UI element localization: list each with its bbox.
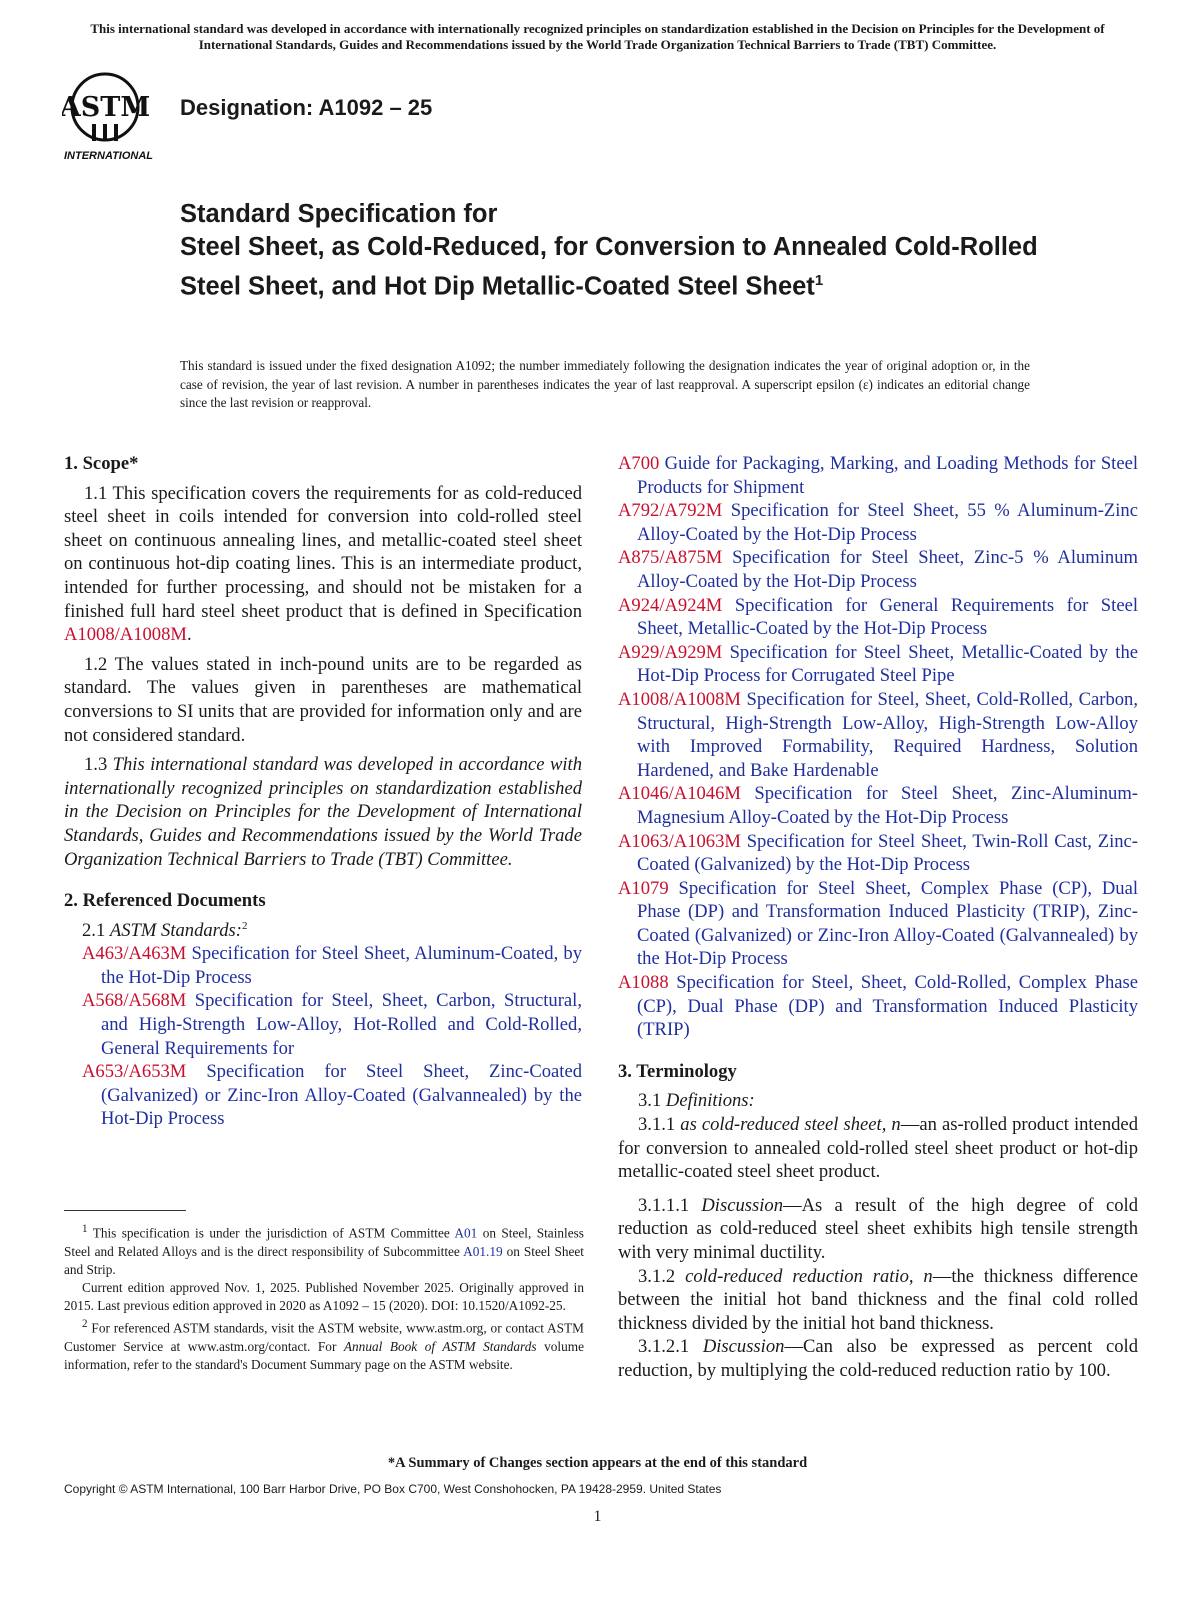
header-notice: This international standard was developed in accordance with internationally recognized principles on standardization established in the Decision on Principles for the Development of International Standards, Guides and Recommendations issued by the World Trade Organization Technical Barriers to Trade (TBT) Committee.	[90, 21, 1105, 52]
term-3-1-1-1-num: 3.1.1.1	[638, 1194, 702, 1216]
ref-item	[618, 782, 1138, 829]
refdocs-sub-num: 2.1	[82, 919, 110, 941]
footnote-2-italic: Annual Book of ASTM Standards	[343, 1339, 537, 1355]
footnote-divider	[64, 1210, 186, 1211]
right-column	[618, 452, 1138, 1389]
footnote-2-mark: 2	[82, 1318, 88, 1331]
definitions-subheading	[618, 1089, 1138, 1113]
ref-title-link[interactable]: Specification for Steel Sheet, Twin-Roll Cast, Zinc-Coated (Galvanized) by the Hot-Dip Process	[637, 830, 1138, 876]
ref-item	[618, 830, 1138, 877]
title-main-text: Steel Sheet, as Cold-Reduced, for Conversion to Annealed Cold-Rolled Steel Sheet, and Hot Dip Metallic-Coated Steel Sheet	[180, 233, 1038, 301]
ref-title-link[interactable]: Specification for Steel Sheet, Complex Phase (CP), Dual Phase (DP) and Transformation Induced Plasticity (TRIP), Zinc-Coated (Galvanized) or Zinc-Iron Alloy-Coated (Galvannealed) by the Hot-Dip Process	[637, 877, 1138, 970]
term-3-1-2-def: —the thickness difference between the initial hot band thickness and the final cold rolled thickness divided by the initial hot band thickness.	[618, 1265, 1138, 1334]
footnote-1-text-c: on Steel Sheet and Strip.	[64, 1243, 585, 1277]
ref-item	[618, 877, 1138, 971]
definitions-num: 3.1	[638, 1090, 666, 1112]
ref-code-link[interactable]: A1063/A1063M	[618, 830, 741, 852]
ref-item	[618, 641, 1138, 688]
ref-item	[618, 688, 1138, 782]
title-line1: Standard Specification for	[180, 200, 498, 228]
footnote-1-mark: 1	[82, 1223, 88, 1235]
summary-of-changes-note: *A Summary of Changes section appears at the end of this standard	[387, 1455, 808, 1471]
ref-title-link[interactable]: Specification for Steel Sheet, Zinc-Aluminum-Magnesium Alloy-Coated by the Hot-Dip Process	[637, 783, 1138, 828]
ref-code-link[interactable]: A875/A875M	[618, 547, 723, 569]
right-ref-list	[618, 452, 1138, 1042]
refdocs-sub-mark: 2	[241, 919, 248, 932]
ref-title-link[interactable]: Guide for Packaging, Marking, and Loading Methods for Steel Products for Shipment	[637, 453, 1138, 498]
ref-code-link[interactable]: A792/A792M	[618, 500, 723, 522]
term-3-1-1-def: —an as-rolled product intended for conversion to annealed cold-rolled steel sheet product or hot-dip metallic-coated steel sheet product.	[618, 1114, 1138, 1183]
logo-text: ASTM	[62, 92, 151, 123]
left-ref-list	[64, 942, 582, 1131]
scope-para-1-3	[64, 753, 582, 871]
ref-item	[618, 546, 1138, 593]
ref-code-link[interactable]: A568/A568M	[82, 990, 187, 1012]
term-3-1-1-num: 3.1.1	[638, 1114, 681, 1136]
document-title	[180, 198, 1040, 304]
ref-item	[618, 499, 1138, 546]
scope-heading: 1. Scope*	[64, 453, 139, 474]
ref-code-link[interactable]: A1046/A1046M	[618, 783, 741, 805]
ref-title-link[interactable]: Specification for General Requirements for Steel Sheet, Metallic-Coated by the Hot-Dip Process	[637, 594, 1138, 640]
committee-a01-link[interactable]: A01	[454, 1225, 478, 1241]
ref-code-link[interactable]: A1088	[618, 972, 669, 994]
term-3-1-1-1-label: Discussion	[701, 1194, 783, 1216]
scope-para-1-2: 1.2 The values stated in inch-pound units are to be regarded as standard. The values given in parentheses are mathematical conversions to SI units that are provided for information only and are not considered standard.	[64, 653, 582, 746]
ref-title-link[interactable]: Specification for Steel Sheet, Zinc-Coated (Galvanized) or Zinc-Iron Alloy-Coated (Galvannealed) by the Hot-Dip Process	[101, 1061, 582, 1130]
ref-item	[618, 971, 1138, 1042]
term-3-1-2-1-label: Discussion	[702, 1336, 785, 1358]
ref-title-link[interactable]: Specification for Steel Sheet, Aluminum-Coated, by the Hot-Dip Process	[101, 943, 582, 988]
footnotes	[64, 1220, 584, 1374]
scope-para-1-1-end: .	[186, 624, 192, 646]
left-column	[64, 452, 582, 1131]
term-3-1-1-1-text: —As a result of the high degree of cold reduction as cold-reduced steel sheet exhibits high tensile strength with very minimal ductility.	[618, 1194, 1138, 1263]
ref-item	[618, 452, 1138, 499]
scope-para-1-1-text: 1.1 This specification covers the requirements for as cold-reduced steel sheet in coils intended for conversion into cold-rolled steel sheet on continuous annealing lines, and metallic-coated steel sheet on continuous hot-dip coating lines. This is an intermediate product, intended for further processing, and should not be mistaken for a finished full hard steel sheet product that is defined in Specification	[64, 482, 582, 622]
ref-item	[82, 1060, 582, 1131]
ref-code-link[interactable]: A463/A463M	[82, 943, 187, 965]
ref-title-link[interactable]: Specification for Steel, Sheet, Cold-Rolled, Carbon, Structural, High-Strength Low-Alloy, High-Strength Low-Alloy with Improved Formability, Required Hardness, Solution Hardened, and Bake Hardenable	[637, 688, 1138, 781]
ref-title-link[interactable]: Specification for Steel Sheet, 55 % Aluminum-Zinc Alloy-Coated by the Hot-Dip Process	[637, 500, 1138, 545]
term-3-1-1-1	[618, 1194, 1138, 1265]
ref-code-link[interactable]: A1008/A1008M	[618, 688, 741, 710]
page-number: 1	[593, 1508, 602, 1525]
footnote-2-text-b: volume information, refer to the standard's Document Summary page on the ASTM website.	[64, 1339, 584, 1373]
ref-item	[618, 594, 1138, 641]
terminology-heading: 3. Terminology	[618, 1060, 737, 1082]
term-3-1-1	[618, 1113, 1138, 1184]
refdocs-heading: 2. Referenced Documents	[64, 890, 266, 912]
astm-logo-icon	[62, 70, 170, 170]
title-footnote-mark: 1	[814, 272, 824, 289]
footnote-1	[64, 1220, 584, 1279]
scope-para-1-1	[64, 482, 582, 647]
intro-paragraph: This standard is issued under the fixed designation A1092; the number immediately following the designation indicates the year of original adoption or, in the case of revision, the year of last revision. A number in parentheses indicates the year of last reapproval. A superscript epsilon (ε) indicates an editorial change since the last revision or reapproval.	[180, 358, 1030, 410]
term-3-1-2-1-num: 3.1.2.1	[638, 1336, 703, 1358]
term-3-1-2-num: 3.1.2	[638, 1265, 686, 1287]
refdocs-sub-title: ASTM Standards:	[109, 919, 242, 941]
subcommittee-a01-19-link[interactable]: A01.19	[463, 1243, 503, 1259]
ref-code-link[interactable]: A1079	[618, 877, 669, 899]
astm-logo-graphic	[62, 70, 170, 170]
definitions-title: Definitions:	[665, 1090, 755, 1112]
copyright-line: Copyright © ASTM International, 100 Barr Harbor Drive, PO Box C700, West Conshohocken, PA 19428-2959. United States	[64, 1482, 722, 1496]
ref-title-link[interactable]: Specification for Steel, Sheet, Cold-Rolled, Complex Phase (CP), Dual Phase (DP) and Transformation Induced Plasticity (TRIP)	[637, 972, 1138, 1041]
ref-code-link[interactable]: A929/A929M	[618, 641, 723, 663]
ref-title-link[interactable]: Specification for Steel, Sheet, Carbon, Structural, and High-Strength Low-Alloy, Hot-Rolled and Cold-Rolled, General Requirements for	[101, 990, 582, 1059]
term-3-1-1-term: as cold-reduced steel sheet, n	[680, 1114, 901, 1136]
term-3-1-2-1-text: —Can also be expressed as percent cold reduction, by multiplying the cold-reduced reduction ratio by 100.	[618, 1336, 1139, 1381]
footnote-1-edition: Current edition approved Nov. 1, 2025. Published November 2025. Originally approved in 2015. Last previous edition approved in 2020 as A1092 – 15 (2020). DOI: 10.1520/A1092-25.	[64, 1280, 584, 1314]
designation: Designation: A1092 – 25	[180, 95, 433, 120]
ref-item	[82, 942, 582, 989]
ref-title-link[interactable]: Specification for Steel Sheet, Zinc-5 % Aluminum Alloy-Coated by the Hot-Dip Process	[637, 547, 1138, 592]
ref-code-link[interactable]: A924/A924M	[618, 594, 723, 616]
ref-code-link[interactable]: A653/A653M	[82, 1061, 187, 1083]
logo-subtext: INTERNATIONAL	[64, 150, 154, 162]
term-3-1-2-1	[618, 1335, 1138, 1382]
refdocs-subheading	[64, 919, 582, 943]
scope-para-1-3-num: 1.3	[84, 754, 113, 776]
scope-para-1-3-text: This international standard was developed in accordance with internationally recognized principles on standardization established in the Decision on Principles for the Development of International Standards, Guides and Recommendations issued by the World Trade Organization Technical Barriers to Trade (TBT) Committee.	[64, 754, 583, 870]
term-3-1-2	[618, 1265, 1138, 1336]
term-3-1-2-term: cold-reduced reduction ratio, n	[685, 1265, 933, 1287]
title-main	[180, 231, 1040, 304]
ref-code-link[interactable]: A700	[618, 453, 660, 474]
footnote-2-text-a: For referenced ASTM standards, visit the ASTM website, www.astm.org, or contact ASTM Customer Service at www.astm.org/contact. For	[64, 1320, 584, 1355]
ref-link-a1008[interactable]: A1008/A1008M	[64, 624, 187, 646]
footnote-2	[64, 1315, 584, 1374]
footnote-1-text-a: This specification is under the jurisdiction of ASTM Committee	[87, 1225, 455, 1241]
ref-title-link[interactable]: Specification for Steel Sheet, Metallic-Coated by the Hot-Dip Process for Corrugated Steel Pipe	[637, 641, 1138, 687]
footnote-1-text-b: on Steel, Stainless Steel and Related Alloys and is the direct responsibility of Subcommittee	[64, 1225, 584, 1259]
ref-item	[82, 989, 582, 1060]
